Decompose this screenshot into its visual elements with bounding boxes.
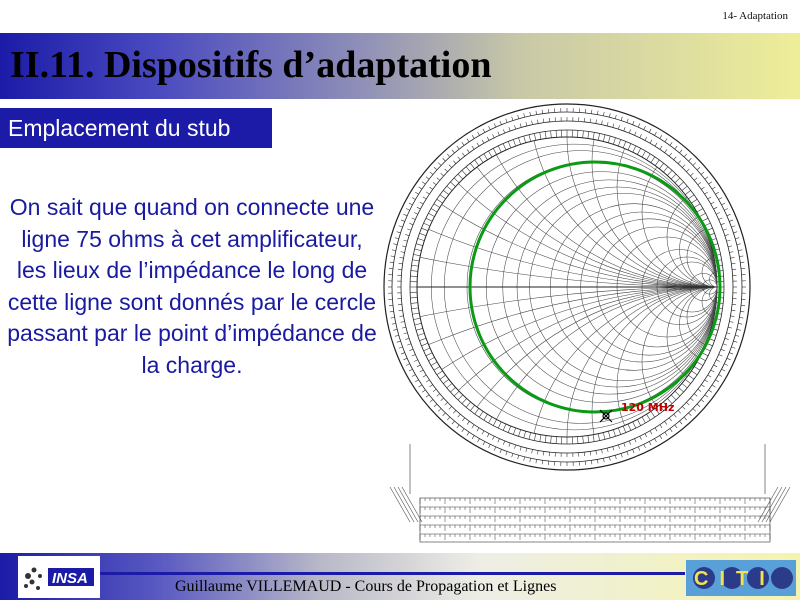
slide-title: II.11. Dispositifs d’adaptation	[10, 43, 491, 87]
insa-logo-text: INSA	[52, 570, 88, 587]
chapter-tag: 14- Adaptation	[722, 10, 788, 22]
insa-logo	[18, 556, 100, 598]
smith-chart	[380, 102, 800, 554]
body-paragraph: On sait que quand on connecte une ligne 75 ohms à cet amplificateur, les lieux de l’impédance le long de cette ligne sont donnés par le cercle passant par le point d’impédance de la charge.	[4, 192, 380, 381]
frequency-label: 120 MHz	[621, 401, 674, 414]
footer-credit: Guillaume VILLEMAUD - Cours de Propagation et Lignes	[175, 578, 556, 596]
footer-divider	[100, 572, 685, 575]
section-subtitle: Emplacement du stub	[0, 108, 272, 148]
citi-logo-text: CITI	[694, 568, 776, 590]
citi-logo	[686, 560, 796, 596]
